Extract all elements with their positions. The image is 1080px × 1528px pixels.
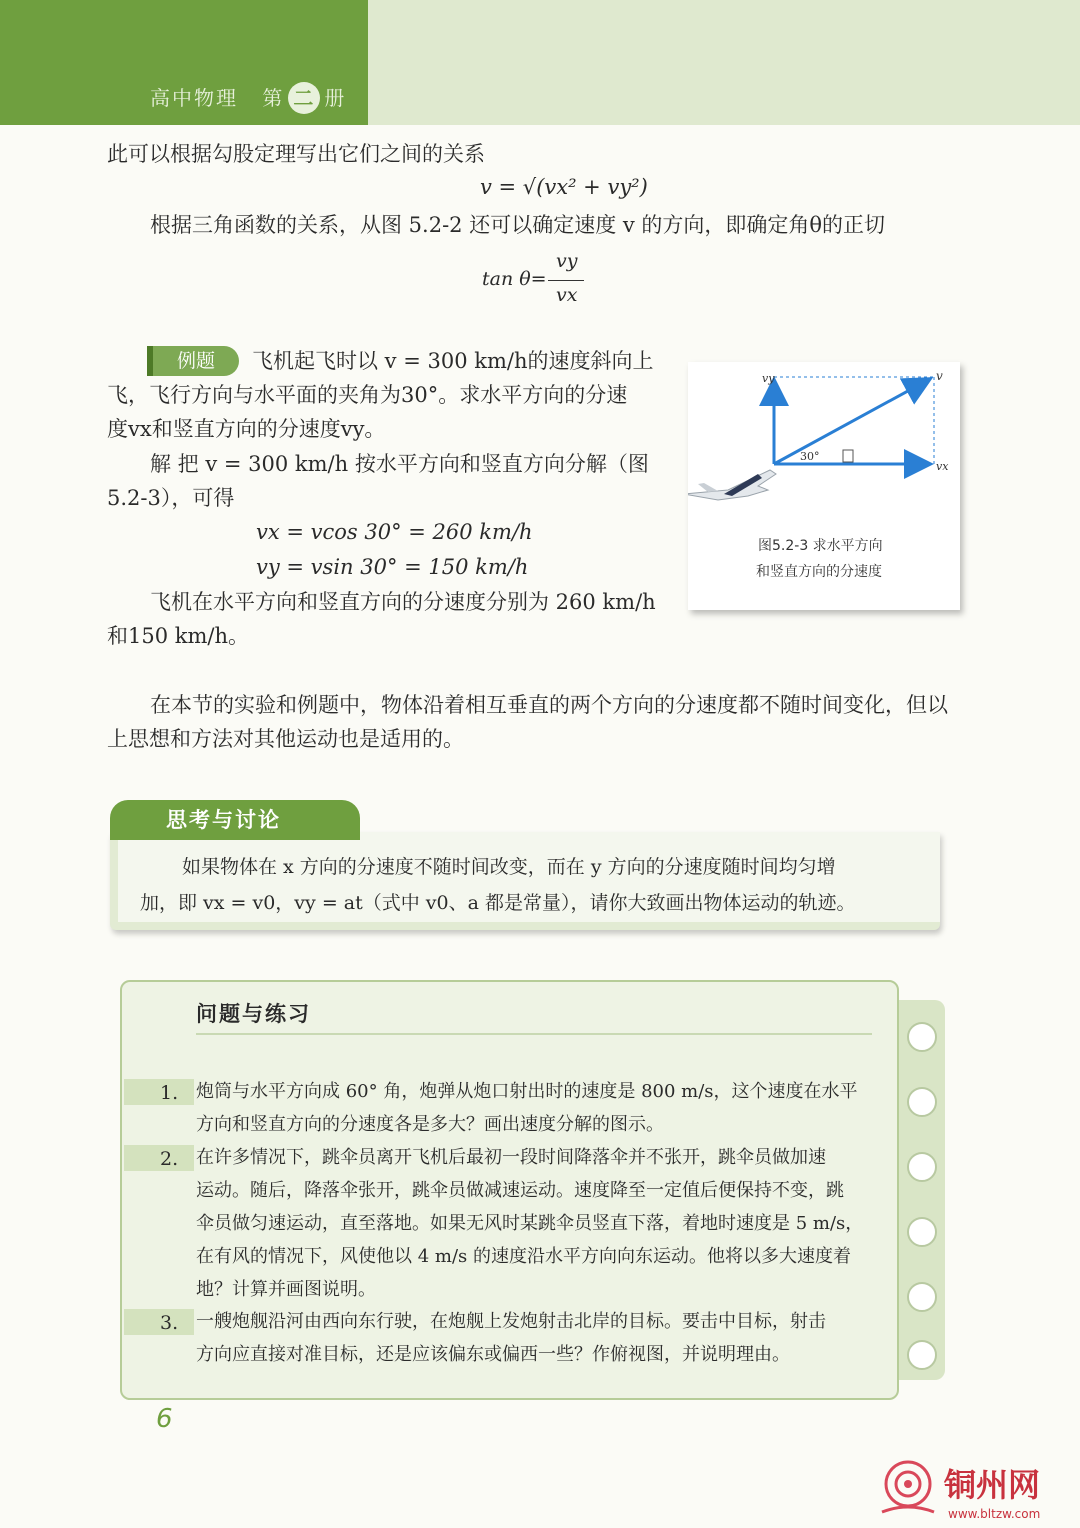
exercise-1-line-1: 炮筒与水平方向成 60° 角，炮弹从炮口射出时的速度是 800 m/s，这个速度在水平 [196, 1081, 858, 1102]
exercise-2-line-3: 伞员做匀速运动，直至落地。如果无风时某跳伞员竖直下落，着地时速度是 5 m/s， [196, 1213, 864, 1234]
body-line-1: 此可以根据勾股定理写出它们之间的关系 [107, 142, 485, 166]
binder-ring [907, 1152, 937, 1182]
book-title [150, 82, 346, 114]
binder-ring [907, 1340, 937, 1370]
equation-vy: vy = vsin 30° = 150 km/h [256, 555, 529, 579]
example-tag: 例题 [147, 346, 239, 376]
v-arrow [774, 380, 928, 464]
exercise-number-bar [124, 1145, 194, 1171]
label-vx: vx [936, 460, 949, 473]
figure-caption-line-2: 和竖直方向的分速度 [756, 564, 882, 580]
figure-caption-line-1: 图5.2-3 求水平方向 [758, 538, 883, 554]
airplane-icon [688, 470, 776, 500]
solution-line-1: 解 把 v = 300 km/h 按水平方向和竖直方向分解（图 [150, 452, 649, 476]
watermark-logo [878, 1458, 1078, 1524]
exercise-number-bar [124, 1079, 194, 1105]
figure-5-2-3 [688, 362, 960, 610]
label-vy: vy [762, 372, 775, 385]
exercise-title-rule [196, 1033, 872, 1035]
body-line-2: 根据三角函数的关系，从图 5.2-2 还可以确定速度 v 的方向，即确定角θ的正切 [150, 213, 886, 237]
header-band-light [368, 0, 1080, 125]
conclusion-line-2: 和150 km/h。 [107, 624, 249, 648]
conclusion-line-1: 飞机在水平方向和竖直方向的分速度分别为 260 km/h [150, 590, 656, 614]
exercise-1-line-2: 方向和竖直方向的分速度各是多大？画出速度分解的图示。 [196, 1114, 664, 1135]
exercise-3-line-2: 方向应直接对准目标，还是应该偏东或偏西一些？作俯视图，并说明理由。 [196, 1344, 790, 1365]
formula-tan-denominator: vx [556, 284, 578, 306]
discussion-line-2: 加，即 vx = v0，vy = at（式中 v0、a 都是常量），请你大致画出物体运动的轨迹。 [140, 892, 856, 914]
exercise-3-number: 3. [160, 1312, 179, 1334]
right-angle-mark [843, 450, 853, 462]
discussion-title: 思考与讨论 [110, 800, 360, 840]
volume-circle: 二 [288, 82, 320, 114]
watermark-url: www.bltzw.com [948, 1507, 1041, 1521]
binder-ring [907, 1022, 937, 1052]
exercise-3-line-1: 一艘炮舰沿河由西向东行驶，在炮舰上发炮射击北岸的目标。要击中目标，射击 [196, 1311, 826, 1332]
exercise-2-number: 2. [160, 1148, 179, 1170]
exercise-2-line-1: 在许多情况下，跳伞员离开飞机后最初一段时间降落伞并不张开，跳伞员做加速 [196, 1147, 826, 1168]
label-angle: 30° [800, 450, 820, 463]
example-line-1: 飞机起飞时以 v = 300 km/h的速度斜向上 [252, 349, 654, 373]
formula-tan-numerator: vy [556, 250, 578, 272]
discussion-line-1: 如果物体在 x 方向的分速度不随时间改变，而在 y 方向的分速度随时间均匀增 [182, 856, 836, 878]
exercise-tab-strip [895, 1000, 945, 1380]
paragraph-line-2: 上思想和方法对其他运动也是适用的。 [107, 727, 464, 751]
equation-vx: vx = vcos 30° = 260 km/h [256, 520, 533, 544]
example-line-3: 度vx和竖直方向的分速度vy。 [107, 417, 386, 441]
book-title-prefix: 高中物理 [150, 86, 238, 110]
exercise-2-line-2: 运动。随后，降落伞张开，跳伞员做减速运动。速度降至一定值后便保持不变，跳 [196, 1180, 844, 1201]
exercise-title: 问题与练习 [196, 1002, 311, 1026]
binder-ring [907, 1282, 937, 1312]
book-title-di: 第 [262, 86, 285, 110]
binder-ring [907, 1087, 937, 1117]
solution-line-2: 5.2-3），可得 [107, 486, 235, 510]
paragraph-line-1: 在本节的实验和例题中，物体沿着相互垂直的两个方向的分速度都不随时间变化，但以 [150, 693, 948, 717]
watermark-name: 铜州网 [944, 1466, 1041, 1504]
exercise-number-bar [124, 1309, 194, 1335]
exercise-1-number: 1. [160, 1082, 179, 1104]
watermark-emblem-icon [878, 1458, 1078, 1524]
page-number: 6 [156, 1404, 173, 1434]
example-line-2: 飞，飞行方向与水平面的夹角为30°。求水平方向的分速 [107, 383, 628, 407]
formula-tan-lhs: tan θ= [482, 268, 547, 290]
velocity-decomposition-diagram [688, 362, 960, 610]
book-title-suffix: 册 [324, 86, 347, 110]
label-v: v [936, 369, 943, 383]
formula-speed-magnitude: v = √(vx² + vy²) [480, 175, 648, 199]
exercise-2-line-4: 在有风的情况下，风使他以 4 m/s 的速度沿水平方向向东运动。他将以多大速度着 [196, 1246, 851, 1267]
exercise-2-line-5: 地？计算并画图说明。 [196, 1279, 376, 1300]
binder-ring [907, 1217, 937, 1247]
